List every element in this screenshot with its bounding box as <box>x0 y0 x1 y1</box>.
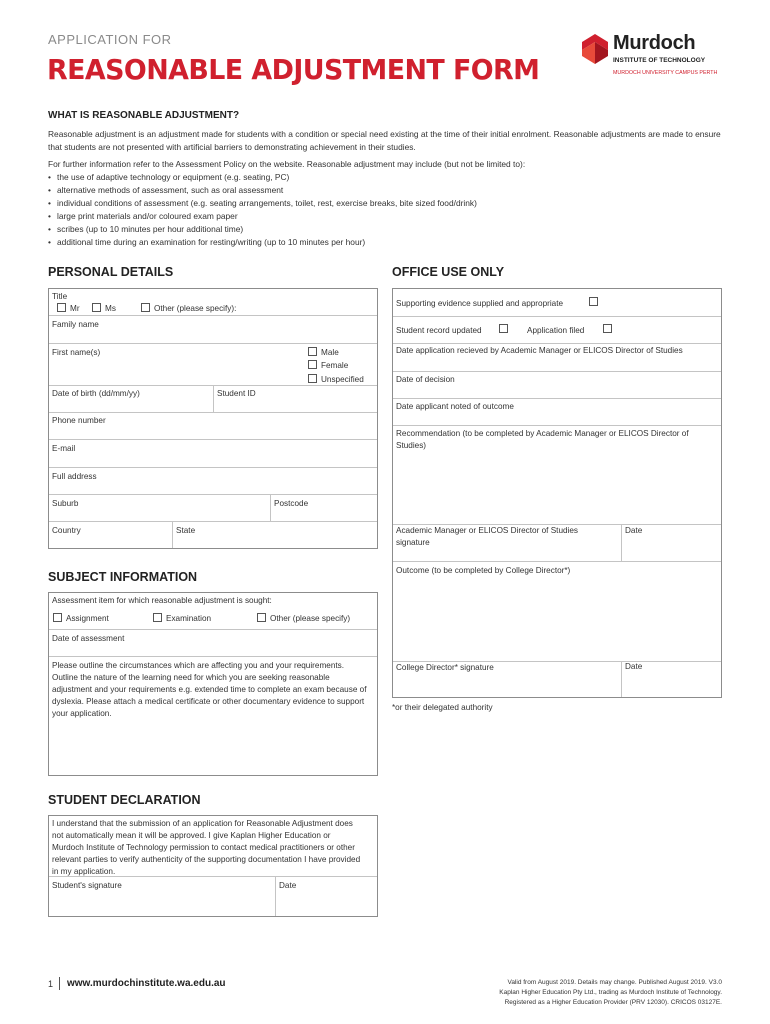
cd-date-field[interactable]: Date <box>625 662 643 671</box>
delegated-authority-note: *or their delegated authority <box>392 703 493 712</box>
record-updated-label: Student record updated <box>396 326 482 335</box>
gender-unspecified-option[interactable]: Unspecified <box>308 374 364 384</box>
full-address-field[interactable]: Full address <box>52 472 97 481</box>
title-ms-option[interactable]: Ms <box>92 303 116 313</box>
subject-information-heading: SUBJECT INFORMATION <box>48 570 198 584</box>
checkbox-supporting-evidence[interactable] <box>589 297 598 306</box>
checkbox-assignment[interactable] <box>53 613 62 622</box>
list-item: • individual conditions of assessment (e.g. seating arrangements, toilet, rest, exercise breaks, bite sized food/drink) <box>48 197 728 210</box>
examination-option[interactable]: Examination <box>153 613 211 623</box>
recommendation-field[interactable]: Recommendation (to be completed by Academic Manager or ELICOS Director of Studies) <box>396 429 689 450</box>
country-field[interactable]: Country <box>52 526 81 535</box>
intro-paragraph-2: For further information refer to the Assessment Policy on the website. Reasonable adjustment may include (but not be limited to): <box>48 159 526 169</box>
list-item: • additional time during an examination for resting/writing (up to 10 minutes per hour) <box>48 236 728 249</box>
checkbox-unspecified[interactable] <box>308 374 317 383</box>
website-link[interactable]: www.murdochinstitute.wa.edu.au <box>67 978 226 989</box>
suburb-field[interactable]: Suburb <box>52 499 79 508</box>
circumstances-field[interactable]: Please outline the circumstances which are affecting you and your requirements. Outline the nature of the learning need for which you are seeking reasonable adjustment and your requirements e.g. extended time to complete an exam because of dyslexia. Please attach a medical certificate or other documentary evidence to support your application. <box>52 661 367 718</box>
application-filed-label: Application filed <box>527 326 585 335</box>
footer-line-1: Valid from August 2019. Details may change. Published August 2019. V3.0 <box>507 979 722 986</box>
other-option[interactable]: Other (please specify) <box>257 613 350 623</box>
footer-legal <box>380 978 722 1008</box>
footer-line-3: Registered as a Higher Education Provider (PRV 12030). CRICOS 03127E. <box>504 999 722 1006</box>
assignment-option[interactable]: Assignment <box>53 613 109 623</box>
pre-title: APPLICATION FOR <box>48 32 172 47</box>
logo-subtitle: INSTITUTE OF TECHNOLOGY <box>613 57 706 64</box>
dob-field[interactable]: Date of birth (dd/mm/yy) <box>52 389 140 398</box>
intro-heading: WHAT IS REASONABLE ADJUSTMENT? <box>48 110 240 121</box>
title-other-option[interactable]: Other (please specify): <box>141 303 236 313</box>
family-name-field[interactable]: Family name <box>52 320 99 329</box>
office-use-box <box>392 288 722 698</box>
personal-details-box <box>48 288 378 549</box>
am-date-field[interactable]: Date <box>625 526 643 535</box>
checkbox-examination[interactable] <box>153 613 162 622</box>
date-decision-field[interactable]: Date of decision <box>396 375 455 384</box>
am-signature-field[interactable]: Academic Manager or ELICOS Director of Studies signature <box>396 526 579 547</box>
intro-paragraph-1: Reasonable adjustment is an adjustment made for students with a condition or special need existing at the time of their initial enrolment. Reasonable adjustments are made to ensure that students are not presented with artificial barriers to demonstrating achievement in their studies. <box>48 129 721 152</box>
list-item: • alternative methods of assessment, such as oral assessment <box>48 184 728 197</box>
logo-campus: MURDOCH UNIVERSITY CAMPUS PERTH <box>613 70 718 76</box>
cd-signature-field[interactable]: College Director* signature <box>396 663 494 672</box>
personal-details-heading: PERSONAL DETAILS <box>48 265 174 279</box>
title-mr-option[interactable]: Mr <box>57 303 80 313</box>
date-of-assessment-field[interactable]: Date of assessment <box>52 634 125 643</box>
intro-bullet-list <box>48 171 728 249</box>
gender-female-option[interactable]: Female <box>308 360 348 370</box>
supporting-evidence-label: Supporting evidence supplied and appropriate <box>396 299 564 308</box>
checkbox-other[interactable] <box>141 303 150 312</box>
list-item: • the use of adaptive technology or equipment (e.g. seating, PC) <box>48 171 728 184</box>
checkbox-other-assessment[interactable] <box>257 613 266 622</box>
page-title: REASONABLE ADJUSTMENT FORM <box>47 53 540 86</box>
checkbox-record-updated[interactable] <box>499 324 508 333</box>
date-noted-field[interactable]: Date applicant noted of outcome <box>396 402 514 411</box>
page-number: 1 <box>48 979 54 989</box>
office-use-heading: OFFICE USE ONLY <box>392 265 505 279</box>
checkbox-ms[interactable] <box>92 303 101 312</box>
state-field[interactable]: State <box>176 526 196 535</box>
subject-information-box <box>48 592 378 776</box>
postcode-field[interactable]: Postcode <box>274 499 309 508</box>
checkbox-female[interactable] <box>308 360 317 369</box>
logo-name: Murdoch <box>613 32 696 54</box>
checkbox-mr[interactable] <box>57 303 66 312</box>
student-declaration-box <box>48 815 378 917</box>
outcome-field[interactable]: Outcome (to be completed by College Director*) <box>396 566 571 575</box>
phone-field[interactable]: Phone number <box>52 416 106 425</box>
assessment-item-label: Assessment item for which reasonable adjustment is sought: <box>52 596 272 605</box>
footer-divider <box>59 977 60 990</box>
declaration-text: I understand that the submission of an application for Reasonable Adjustment does not automatically mean it will be approved. I give Kaplan Higher Education or Murdoch Institute of Technology permission to contact medical practitioners or other relevant parties to verify authenticity of the supporting documentation I have provided in my application. <box>52 819 361 876</box>
gender-male-option[interactable]: Male <box>308 347 339 357</box>
list-item: • large print materials and/or coloured exam paper <box>48 210 728 223</box>
murdoch-logo-icon <box>582 34 608 64</box>
student-signature-field[interactable]: Student's signature <box>52 881 122 890</box>
footer-line-2: Kaplan Higher Education Pty Ltd., trading as Murdoch Institute of Technology. <box>499 989 722 996</box>
title-label: Title <box>52 292 68 301</box>
checkbox-male[interactable] <box>308 347 317 356</box>
checkbox-application-filed[interactable] <box>603 324 612 333</box>
logo <box>582 34 727 84</box>
email-field[interactable]: E-mail <box>52 444 76 453</box>
date-received-field[interactable]: Date application recieved by Academic Manager or ELICOS Director of Studies <box>396 346 683 355</box>
first-names-field[interactable]: First name(s) <box>52 348 101 357</box>
student-declaration-heading: STUDENT DECLARATION <box>48 793 201 807</box>
student-id-field[interactable]: Student ID <box>217 389 256 398</box>
declaration-date-field[interactable]: Date <box>279 881 297 890</box>
list-item: • scribes (up to 10 minutes per hour additional time) <box>48 223 728 236</box>
